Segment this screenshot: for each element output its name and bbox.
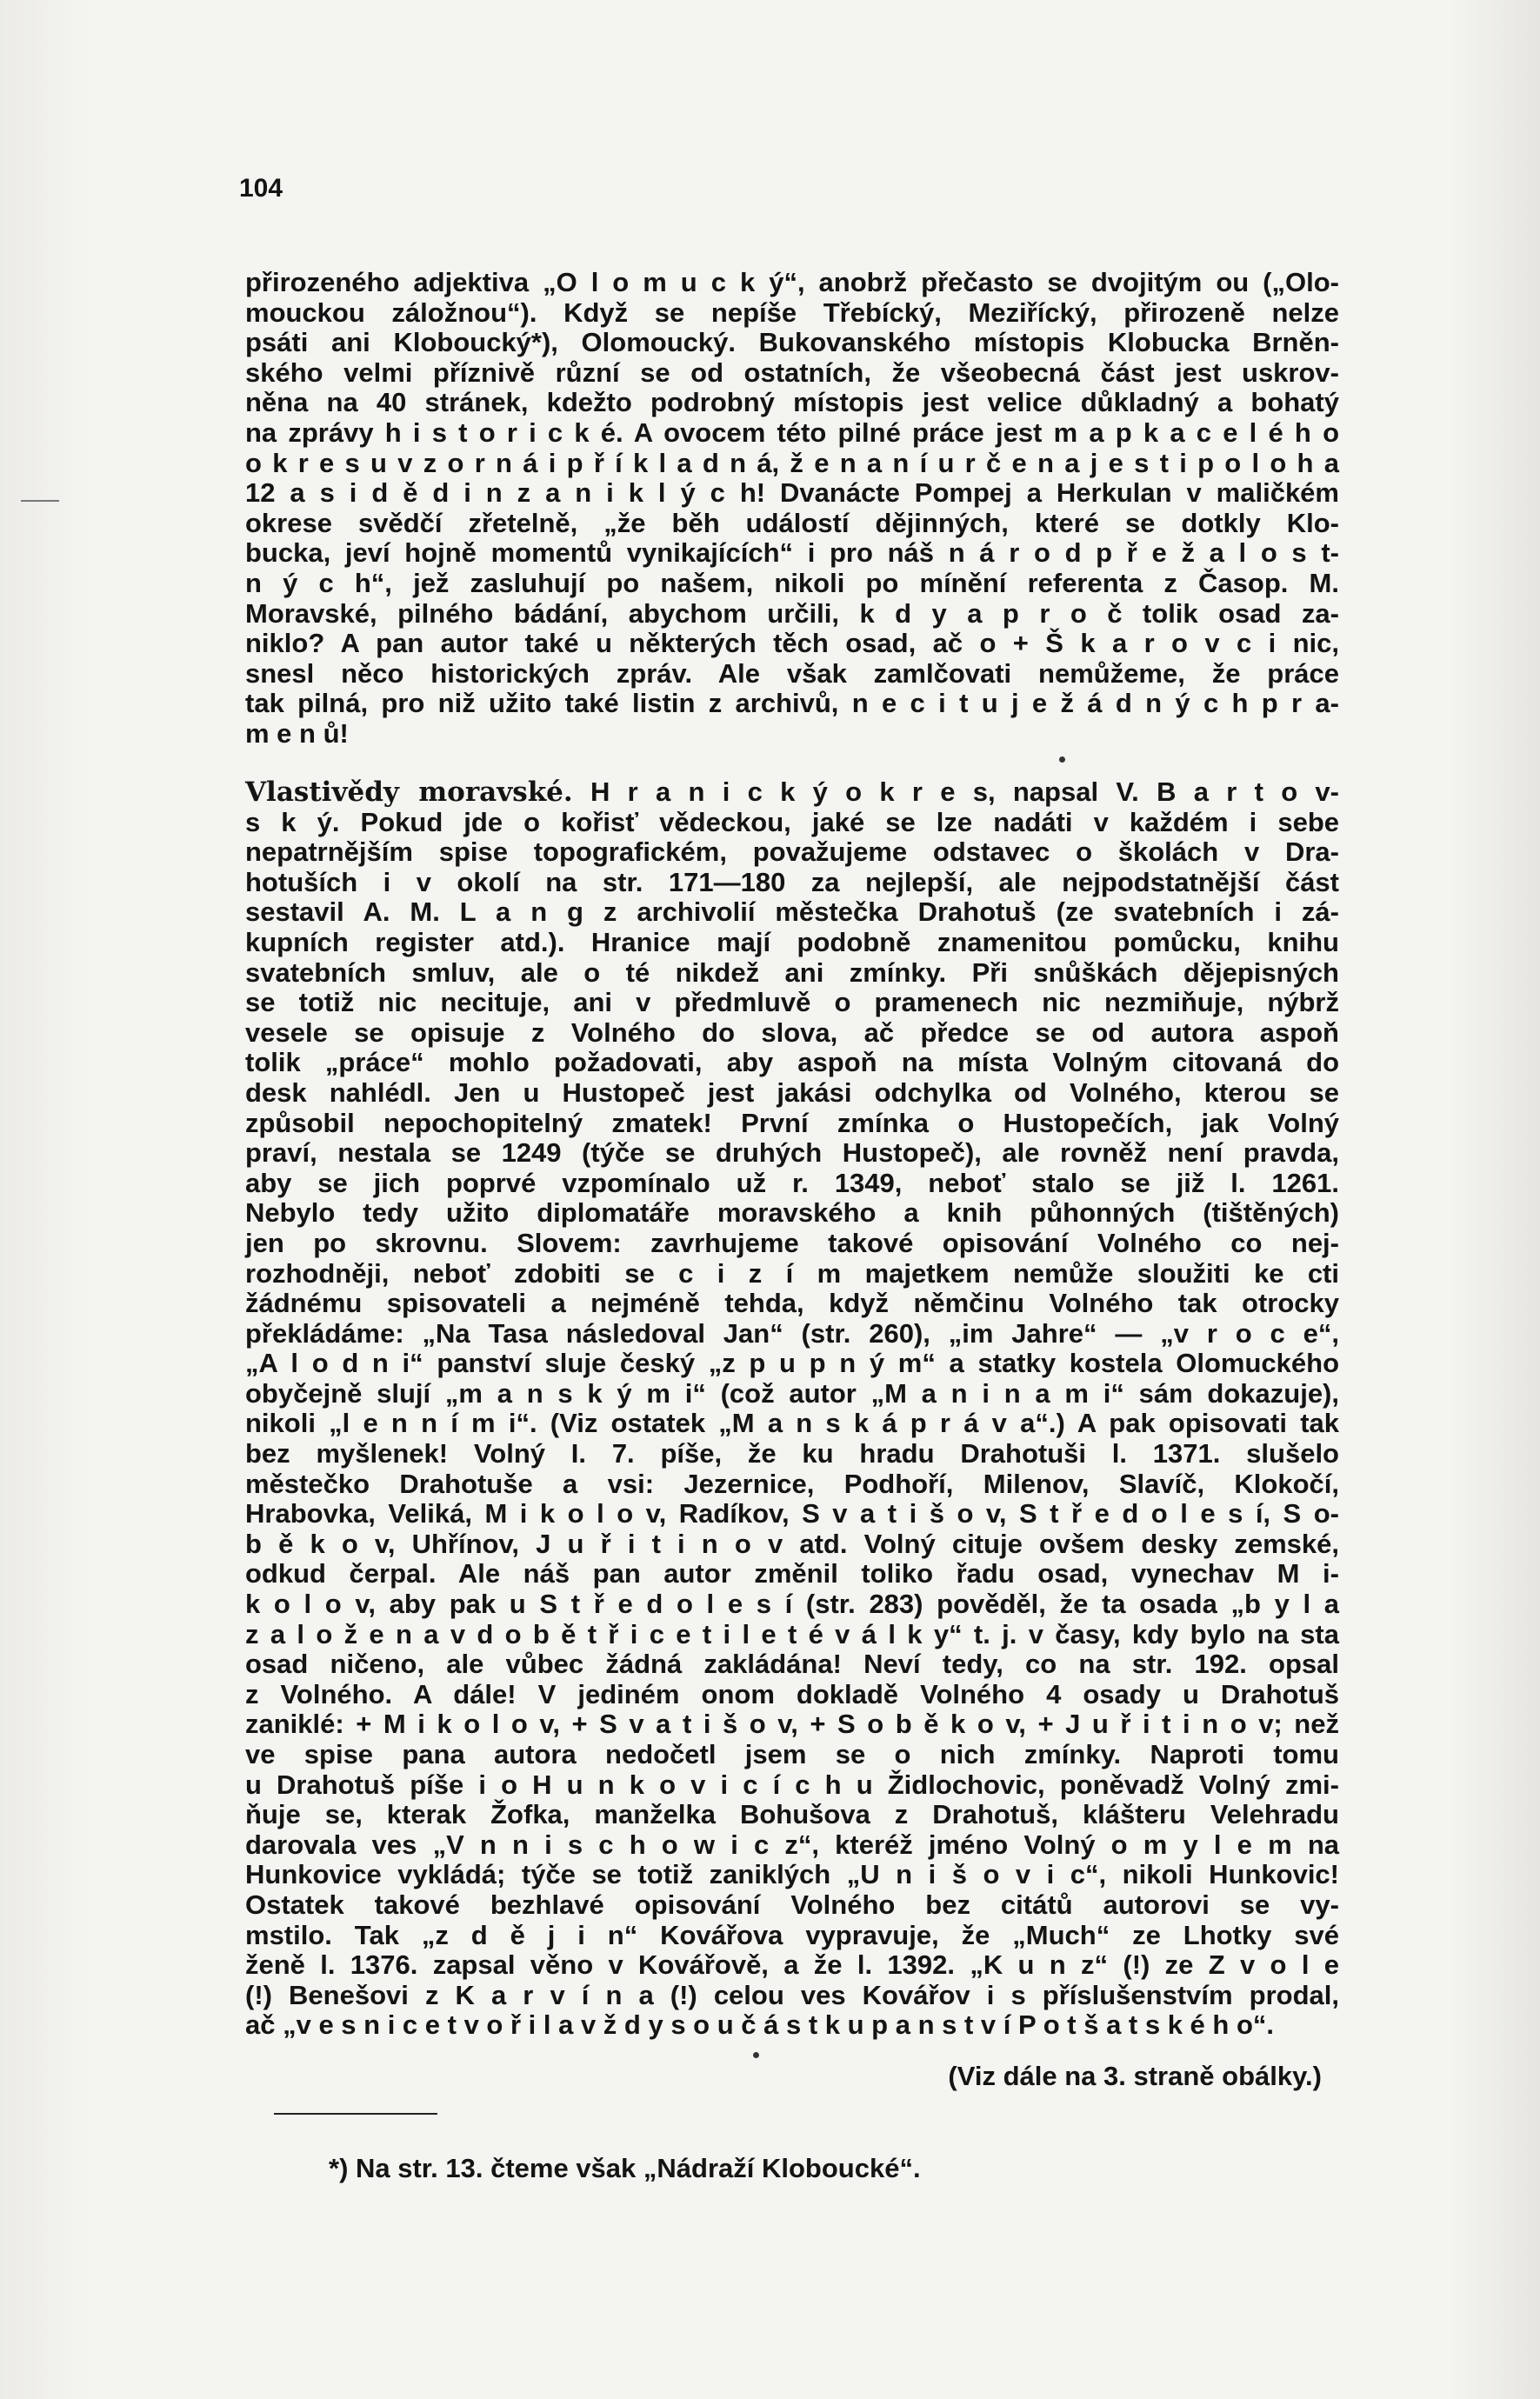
line-text: Ostatek takové bezhlavé opisování Volného bez citátů autorovi se vy- [245,1889,1339,1920]
line-text: desk nahlédl. Jen u Hustopeč jest jakási odchylka od Volného, kterou se [245,1076,1339,1108]
line-text: (!) Benešovi z K a r v í n a (!) celou ves Kovářov i s příslušenstvím prodal, [245,1979,1339,2010]
line-text: z Volného. A dále! V jediném onom dokladě Volného 4 osady u Drahotuš [245,1678,1339,1709]
text-line [245,1860,1339,1890]
text-line [245,1890,1339,1921]
text-line [245,958,1339,989]
text-line [245,1048,1339,1078]
line-text: ač „v e s n i c e t v o ř i l a v ž d y s o u č á s t k u p a n s t v í P o t š a t s k é h o“. [245,2009,1275,2041]
line-text: ženě l. 1376. zapsal věno v Kovářově, a že l. 1392. „K u n z“ (!) ze Z v o l e [245,1949,1339,1981]
line-text: niklo? A pan autor také u některých těch osad, ač o + Š k a r o v c i nic, [245,628,1339,659]
text-line [245,388,1339,418]
line-text: rozhodněji, neboť zdobiti se c i z í m majetkem nemůže sloužiti ke cti [245,1257,1339,1289]
paragraph-1 [245,268,1339,750]
text-line [245,1950,1339,1981]
line-text: kupních register atd.). Hranice mají podobně znamenitou pomůcku, knihu [245,926,1339,957]
text-line [245,689,1339,719]
text-line [245,1198,1339,1229]
text-line [245,808,1339,838]
line-text: mstilo. Tak „z d ě j i n“ Kovářova vypravuje, že „Much“ ze Lhotky své [245,1919,1339,1950]
text-line [245,1830,1339,1861]
line-text: městečko Drahotuše a vsi: Jezernice, Podhoří, Milenov, Slavíč, Klokočí, [245,1468,1339,1499]
line-text: Nebylo tedy užito diplomatáře moravského a knih půhonných (tištěných) [245,1197,1339,1229]
footnote: *) Na str. 13. čteme však „Nádraží Kloboucké“. [329,2153,921,2183]
text-line [245,1109,1339,1139]
text-line [245,1921,1339,1951]
line-text: bucka, jeví hojně momentů vynikajících“ i pro náš n á r o d p ř e ž a l o s t- [245,537,1339,569]
line-text: z a l o ž e n a v d o b ě t ř i c e t i l e t é v á l k y“ t. j. v časy, kdy bylo na sta [245,1618,1339,1649]
line-text: ve spise pana autora nedočetl jsem se o nich zmínky. Naproti tomu [245,1739,1339,1769]
text-line [245,1559,1339,1589]
line-text: obyčejně slují „m a n s k ý m i“ (což autor „M a n i n a m i“ sám dokazuje), [245,1377,1339,1409]
line-text: se totiž nic necituje, ani v předmluvě o pramenech nic nezmiňuje, nýbrž [245,987,1339,1018]
text-line [245,1770,1339,1801]
line-text: praví, nestala se 1249 (týče se druhých Hustopeč), ale rovněž není pravda, [245,1137,1339,1169]
line-text: osad ničeno, ale vůbec žádná zakládána! Neví tedy, co na str. 192. opsal [245,1649,1339,1680]
text-line [245,1589,1339,1620]
text-line [245,1981,1339,2011]
line-text: aby se jich poprvé vzpomínalo už r. 1349, neboť stalo se již l. 1261. [245,1167,1339,1198]
line-text: nepatrnějším spise topografickém, považujeme odstavec o školách v Dra- [245,836,1339,868]
text-line [245,1379,1339,1409]
line-text: sestavil A. M. L a n g z archivolií městečka Drahotuš (ze svatebních i zá- [245,896,1339,928]
line-text: ského velmi příznivě různí se od ostatních, že všeobecná část jest uskrov- [245,357,1339,388]
text-line [245,1469,1339,1500]
line-text: hotuších i v okolí na str. 171—180 za nejlepší, ale nejpodstatnější část [245,866,1339,897]
footnote-divider [274,2113,437,2115]
line-text: b ě k o v, Uhřínov, J u ř i t i n o v atd. Volný cituje ovšem desky zemské, [245,1528,1339,1559]
text-line [245,1409,1339,1439]
text-line [245,719,1339,750]
text-line [245,1499,1339,1529]
line-text: odkud čerpal. Ale náš pan autor změnil toliko řadu osad, vynechav M i- [245,1558,1339,1589]
line-text: psáti ani Kloboucký*), Olomoucký. Bukovanského místopis Klobucka Brněn- [245,327,1339,358]
text-line [245,868,1339,898]
line-text: tak pilná, pro niž užito také listin z archivů, n e c i t u j e ž á d n ý c h p r a- [245,688,1339,719]
text-line [245,298,1339,329]
text-line [245,1319,1339,1349]
line-text: způsobil nepochopitelný zmatek! První zmínka o Hustopečích, jak Volný [245,1107,1339,1138]
text-line [245,1018,1339,1049]
line-text: Moravské, pilného bádání, abychom určili, k d y a p r o č tolik osad za- [245,597,1339,629]
ink-speck [1059,756,1065,763]
text-line [245,1680,1339,1710]
text-line [245,1259,1339,1289]
text-line [245,1349,1339,1379]
line-text: s k ý. Pokud jde o kořisť vědeckou, jaké se lze nadáti v každém i sebe [245,806,1339,837]
text-line [245,1649,1339,1680]
line-text: Hrabovka, Veliká, M i k o l o v, Radíkov, S v a t i š o v, S t ř e d o l e s í, S o- [245,1498,1339,1529]
line-text: H r a n i c k ý o k r e s, napsal V. B a r t o v- [590,776,1339,807]
line-text: tolik „práce“ mohlo požadovati, aby aspoň na místa Volným citovaná do [245,1047,1339,1078]
line-text: zaniklé: + M i k o l o v, + S v a t i š o v, + S o b ě k o v, + J u ř i t i n o v; než [245,1709,1339,1740]
text-line [245,629,1339,659]
ink-speck [753,2052,759,2058]
text-line [245,1289,1339,1319]
text-line [245,2010,1339,2041]
line-text: darovala ves „V n n i s c h o w i c z“, kteréž jméno Volný o m y l e m na [245,1829,1339,1860]
line-text: vesele se opisuje z Volného do slova, ač předce se od autora aspoň [245,1016,1339,1048]
line-text: u Drahotuš píše i o H u n k o v i c í c h u Židlochovic, poněvadž Volný zmi- [245,1769,1339,1800]
paragraph-2 [245,777,1339,2041]
text-line [245,449,1339,479]
line-text: snesl něco historických zpráv. Ale však zamlčovati nemůžeme, že práce [245,657,1339,689]
text-line [245,988,1339,1018]
text-line [245,1529,1339,1560]
line-text: přirozeného adjektiva „O l o m u c k ý“, anobrž přečasto se dvojitým ou („Olo- [245,267,1339,297]
line-text: o k r e s u v z o r n á i p ř í k l a d n á, ž e n a n í u r č e n a j e s t i p o l o h a [245,447,1339,478]
line-text: n ý c h“, jež zasluhují po našem, nikoli po mínění referenta z Časop. M. [245,567,1339,598]
text-line [245,358,1339,389]
margin-mark [21,500,59,502]
text-line [245,268,1339,298]
line-text: překládáme: „Na Tasa následoval Jan“ (str. 260), „im Jahre“ — „v r o c e“, [245,1317,1339,1349]
text-line [245,1078,1339,1109]
text-line [245,897,1339,928]
line-text: ňuje se, kterak Žofka, manželka Bohušova z Drahotuš, klášteru Velehradu [245,1799,1339,1830]
text-line [245,1169,1339,1199]
text-line [245,328,1339,358]
text-line [245,478,1339,509]
line-text: 12 a s i d ě d i n z a n i k l ý c h! Dvanácte Pompej a Herkulan v maličkém [245,477,1339,509]
line-text: žádnému spisovateli a nejméně tehda, když němčinu Volného tak otrocky [245,1288,1339,1319]
text-line [245,777,1339,808]
text-line [245,1709,1339,1740]
text-line [245,928,1339,958]
text-line [245,1138,1339,1169]
line-text: bez myšlenek! Volný I. 7. píše, že ku hradu Drahotuši l. 1371. slušelo [245,1438,1339,1469]
text-line [245,1229,1339,1259]
text-line [245,659,1339,690]
text-line [245,418,1339,449]
text-line [245,509,1339,539]
text-line [245,1439,1339,1469]
text-line [245,1740,1339,1770]
line-text: k o l o v, aby pak u S t ř e d o l e s í (str. 283) pověděl, že ta osada „b y l a [245,1589,1339,1620]
text-line [245,538,1339,569]
continuation-note: (Viz dále na 3. straně obálky.) [948,2061,1322,2091]
line-text: m e n ů! [245,717,349,749]
page-number: 104 [239,174,283,203]
line-text: nikoli „l e n n í m i“. (Viz ostatek „M a n s k á p r á v a“.) A pak opisovati tak [245,1408,1339,1439]
line-text: mouckou záložnou“). Když se nepíše Třebícký, Meziřícký, přirozeně nelze [245,297,1339,328]
line-text: svatebních smluv, ale o té nikdež ani zmínky. Při snůškách dějepisných [245,956,1339,988]
text-line [245,837,1339,868]
line-text: na zprávy h i s t o r i c k é. A ovocem této pilné práce jest m a p k a c e l é h o [245,416,1339,448]
line-text: okrese svědčí zřetelně, „že běh událostí dějinných, které se dotkly Klo- [245,507,1339,538]
text-line [245,599,1339,630]
line-text: „A l o d n i“ panství sluje český „z p u p n ý m“ a statky kostela Olomuckého [245,1348,1339,1379]
section-title: Vlastivědy moravské. [245,776,573,808]
line-text: něna na 40 stránek, kdežto podrobný místopis jest velice důkladný a bohatý [245,387,1339,418]
text-line [245,569,1339,599]
line-text: jen po skrovnu. Slovem: zavrhujeme takové opisování Volného co nej- [245,1227,1339,1258]
text-line [245,1800,1339,1830]
line-text: Hunkovice vykládá; týče se totiž zaniklých „U n i š o v i c“, nikoli Hunkovic! [245,1859,1339,1890]
text-line [245,1620,1339,1650]
